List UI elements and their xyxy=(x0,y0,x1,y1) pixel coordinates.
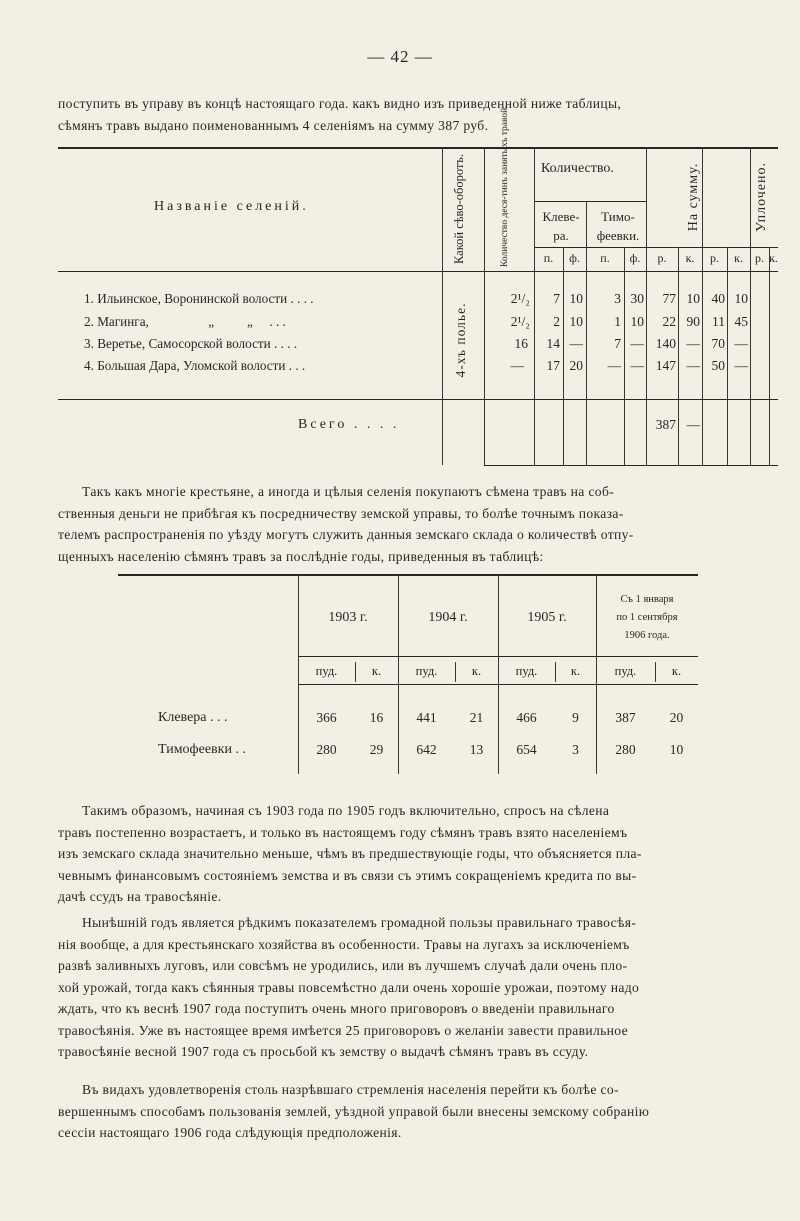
unit-pud: пуд. xyxy=(515,664,538,678)
text-line: Такъ какъ многіе крестьяне, а иногда и цѣлыя селенія покупаютъ сѣмена травъ на соб- xyxy=(82,484,615,499)
year-header: 1905 г. xyxy=(527,610,567,625)
cell-timothy-funt: — xyxy=(630,336,644,351)
cell-value: 3 xyxy=(572,742,579,757)
unit-kop: к. xyxy=(685,251,695,265)
cell-sum-kop: 90 xyxy=(686,314,700,329)
cell-timothy-funt: 30 xyxy=(630,291,644,306)
cell-value: 280 xyxy=(615,742,636,757)
cell-sum-rub: 140 xyxy=(655,336,676,351)
cell-sum-kop: 10 xyxy=(686,291,700,306)
cell-paid-kop: — xyxy=(734,358,748,373)
text-line: дачѣ ссудъ на травосѣяніе. xyxy=(58,889,222,904)
text-line: ственныя деньги не прибѣгая къ посредничеству земской управы, то болѣе точнымъ показа- xyxy=(58,505,624,521)
text-line: Нынѣшній годъ является рѣдкимъ показателемъ громадной пользы правильнаго травосѣя- xyxy=(82,915,637,930)
cell-clover-pud: 2 xyxy=(553,314,560,329)
period-header-line: Съ 1 января xyxy=(620,594,674,605)
text-line: чевнымъ финансовымъ состояніемъ земства и въ связи съ этимъ сокращеніемъ кредита по вы- xyxy=(58,867,637,883)
cell-value: 10 xyxy=(669,742,684,757)
unit-pud: п. xyxy=(600,251,610,265)
cell-timothy-pud: 1 xyxy=(614,314,621,329)
cell-value: 20 xyxy=(669,710,684,725)
cell-clover-pud: 7 xyxy=(553,291,560,306)
unit-pud: пуд. xyxy=(614,664,637,678)
text-line: сѣмянъ травъ выдано поименованнымъ 4 селеніямъ на сумму 387 руб. xyxy=(58,117,489,133)
unit-rub: р. xyxy=(710,251,719,265)
cell-desyatins: — xyxy=(510,358,524,373)
text-line: травосѣяніе весной 1907 года съ просьбой къ земству о выдачѣ сѣмянъ травъ въ ссуду. xyxy=(58,1044,589,1059)
unit-kop: к. xyxy=(769,251,778,265)
table-row-name: 1. Ильинское, Воронинской волости . . . . xyxy=(84,291,314,306)
text-line: Такимъ образомъ, начиная съ 1903 года по 1905 годъ включительно, спросъ на сѣлена xyxy=(82,803,610,818)
unit-kop: к. xyxy=(371,664,382,678)
text-line: хой урожай, тогда какъ сѣянныя травы повсемѣстно дали очень хорошіе урожаи, поэтому надо xyxy=(58,979,640,995)
cell-paid-rub: 50 xyxy=(711,358,725,373)
cell-timothy-pud: 7 xyxy=(614,336,621,351)
cell-sum-rub: 22 xyxy=(662,314,676,329)
unit-rub: р. xyxy=(755,251,764,265)
cell-desyatins: 2¹/₂ xyxy=(510,314,530,329)
cell-sum-rub: 77 xyxy=(662,291,676,306)
cell-value: 9 xyxy=(572,710,579,725)
unit-funt: ф. xyxy=(629,251,641,265)
unit-pud: пуд. xyxy=(315,664,338,678)
text-line: сессіи настоящаго 1906 года слѣдующія предположенія. xyxy=(58,1125,402,1140)
unit-kop: к. xyxy=(734,251,743,265)
cell-paid-kop: 10 xyxy=(734,291,748,306)
year-header: 1904 г. xyxy=(428,610,468,625)
cell-timothy-pud: 3 xyxy=(614,291,621,306)
cell-value: 16 xyxy=(369,710,384,725)
cell-clover-funt: 20 xyxy=(569,358,583,373)
period-header-line: 1906 года. xyxy=(624,630,670,641)
table-row-name: 4. Большая Дара, Уломской волости . . . xyxy=(84,358,306,373)
cell-clover-funt: — xyxy=(569,336,583,351)
page-number: — 42 — xyxy=(367,47,433,66)
header-clover: Клеве-ра. xyxy=(542,209,580,243)
header-amount: На сумму. xyxy=(686,162,701,232)
cell-paid-kop: 45 xyxy=(734,314,748,329)
text-line: развѣ заливныхъ луговъ, или совсѣмъ не уродились, или въ лучшемъ случаѣ дали очень пло- xyxy=(58,958,628,973)
cell-value: 441 xyxy=(416,710,437,725)
cell-value: 29 xyxy=(369,742,384,757)
paragraph-proposals xyxy=(58,1079,764,1144)
cell-paid-rub: 11 xyxy=(712,314,725,329)
seed-sales-table xyxy=(118,574,698,774)
text-line: травъ постепенно возрастаетъ, и только въ настоящемъ году сѣмянъ травъ взято населеніемъ xyxy=(58,824,628,840)
text-line: изъ земскаго склада значительно меньше, чѣмъ въ предшествующіе годы, что объясняется пла- xyxy=(58,846,642,861)
cell-paid-rub: 70 xyxy=(711,336,725,351)
paragraph-demand xyxy=(58,800,764,908)
text-line: телемъ распространенія по уѣзду могутъ служить данныя земскаго склада о количествѣ отпу- xyxy=(58,527,634,542)
cell-value: 387 xyxy=(615,710,636,725)
unit-pud: пуд. xyxy=(415,664,438,678)
cell-paid-rub: 40 xyxy=(711,291,725,306)
middle-paragraph xyxy=(58,481,764,567)
unit-pud: п. xyxy=(543,251,554,265)
text-line: поступить въ управу въ концѣ настоящаго года. какъ видно изъ приведенной ниже таблицы, xyxy=(58,96,622,111)
header-paid: Уплочено. xyxy=(754,161,769,233)
total-sum-rub: 387 xyxy=(655,417,676,432)
cell-timothy-funt: — xyxy=(630,358,644,373)
paragraph-current-year xyxy=(58,912,764,1063)
text-line: Въ видахъ удовлетворенія столь назрѣвшаго стремленія населенія перейти къ болѣе со- xyxy=(82,1082,619,1097)
header-rotation: Какой сѣво-оборотъ. xyxy=(452,153,466,265)
cell-desyatins: 16 xyxy=(514,336,528,351)
header-timothy: Тимо-феевки. xyxy=(596,209,640,243)
cell-value: 13 xyxy=(469,742,484,757)
table-row-name: 3. Веретье, Самосорской волости . . . . xyxy=(84,336,298,351)
cell-desyatins: 2¹/₂ xyxy=(510,291,530,306)
cell-clover-pud: 17 xyxy=(546,358,560,373)
cell-value: 642 xyxy=(416,742,437,757)
text-line: вершеннымъ способамъ пользованія землей, уѣздной управой были внесены земскому собранію xyxy=(58,1103,650,1119)
cell-clover-pud: 14 xyxy=(546,336,560,351)
cell-clover-funt: 10 xyxy=(569,314,583,329)
period-header-line: по 1 сентября xyxy=(616,612,678,623)
cell-paid-kop: — xyxy=(734,336,748,351)
cell-value: 366 xyxy=(316,710,337,725)
total-sum-kop: — xyxy=(686,417,700,432)
unit-rub: р. xyxy=(657,251,667,265)
unit-kop: к. xyxy=(471,664,482,678)
cell-sum-rub: 147 xyxy=(655,358,676,373)
header-desyatins: Количество деся-тинъ занятыхъ травой. xyxy=(500,105,510,267)
table-row-name: Тимофеевки . . xyxy=(158,742,246,757)
cell-clover-funt: 10 xyxy=(569,291,583,306)
text-line: травосѣянія. Уже въ настоящее время имѣется 25 приговоровъ о желаніи завести правильное xyxy=(58,1022,629,1038)
unit-kop: к. xyxy=(671,664,682,678)
table-row-name: 2. Магинга, „ „ . . . xyxy=(84,314,286,329)
cell-sum-kop: — xyxy=(686,336,700,351)
header-quantity: Количество. xyxy=(541,161,614,176)
cell-sum-kop: — xyxy=(686,358,700,373)
cell-value: 21 xyxy=(469,710,484,725)
cell-timothy-pud: — xyxy=(607,358,621,373)
cell-value: 654 xyxy=(516,742,537,757)
year-header: 1903 г. xyxy=(328,610,368,625)
cell-value: 466 xyxy=(516,710,537,725)
total-label: Всего . . . . xyxy=(298,417,400,432)
text-line: нія вообще, а для крестьянскаго хозяйства въ особенности. Травы на лугахъ за исключеніемъ xyxy=(58,936,630,952)
intro-paragraph xyxy=(58,93,764,136)
cell-timothy-funt: 10 xyxy=(630,314,644,329)
header-village: Названіе селеній. xyxy=(154,199,309,214)
table-row-name: Клевера . . . xyxy=(158,710,228,725)
rotation-value: 4-хъ полье. xyxy=(453,302,468,378)
cell-value: 280 xyxy=(316,742,337,757)
text-line: щенныхъ населенію сѣмянъ травъ за послѣдніе годы, приведенныя въ таблицѣ: xyxy=(58,548,544,564)
unit-kop: к. xyxy=(570,664,581,678)
text-line: ждать, что къ веснѣ 1907 года поступитъ очень много приговоровъ о введеніи правильнаго xyxy=(58,1001,615,1016)
unit-funt: ф. xyxy=(569,251,580,265)
